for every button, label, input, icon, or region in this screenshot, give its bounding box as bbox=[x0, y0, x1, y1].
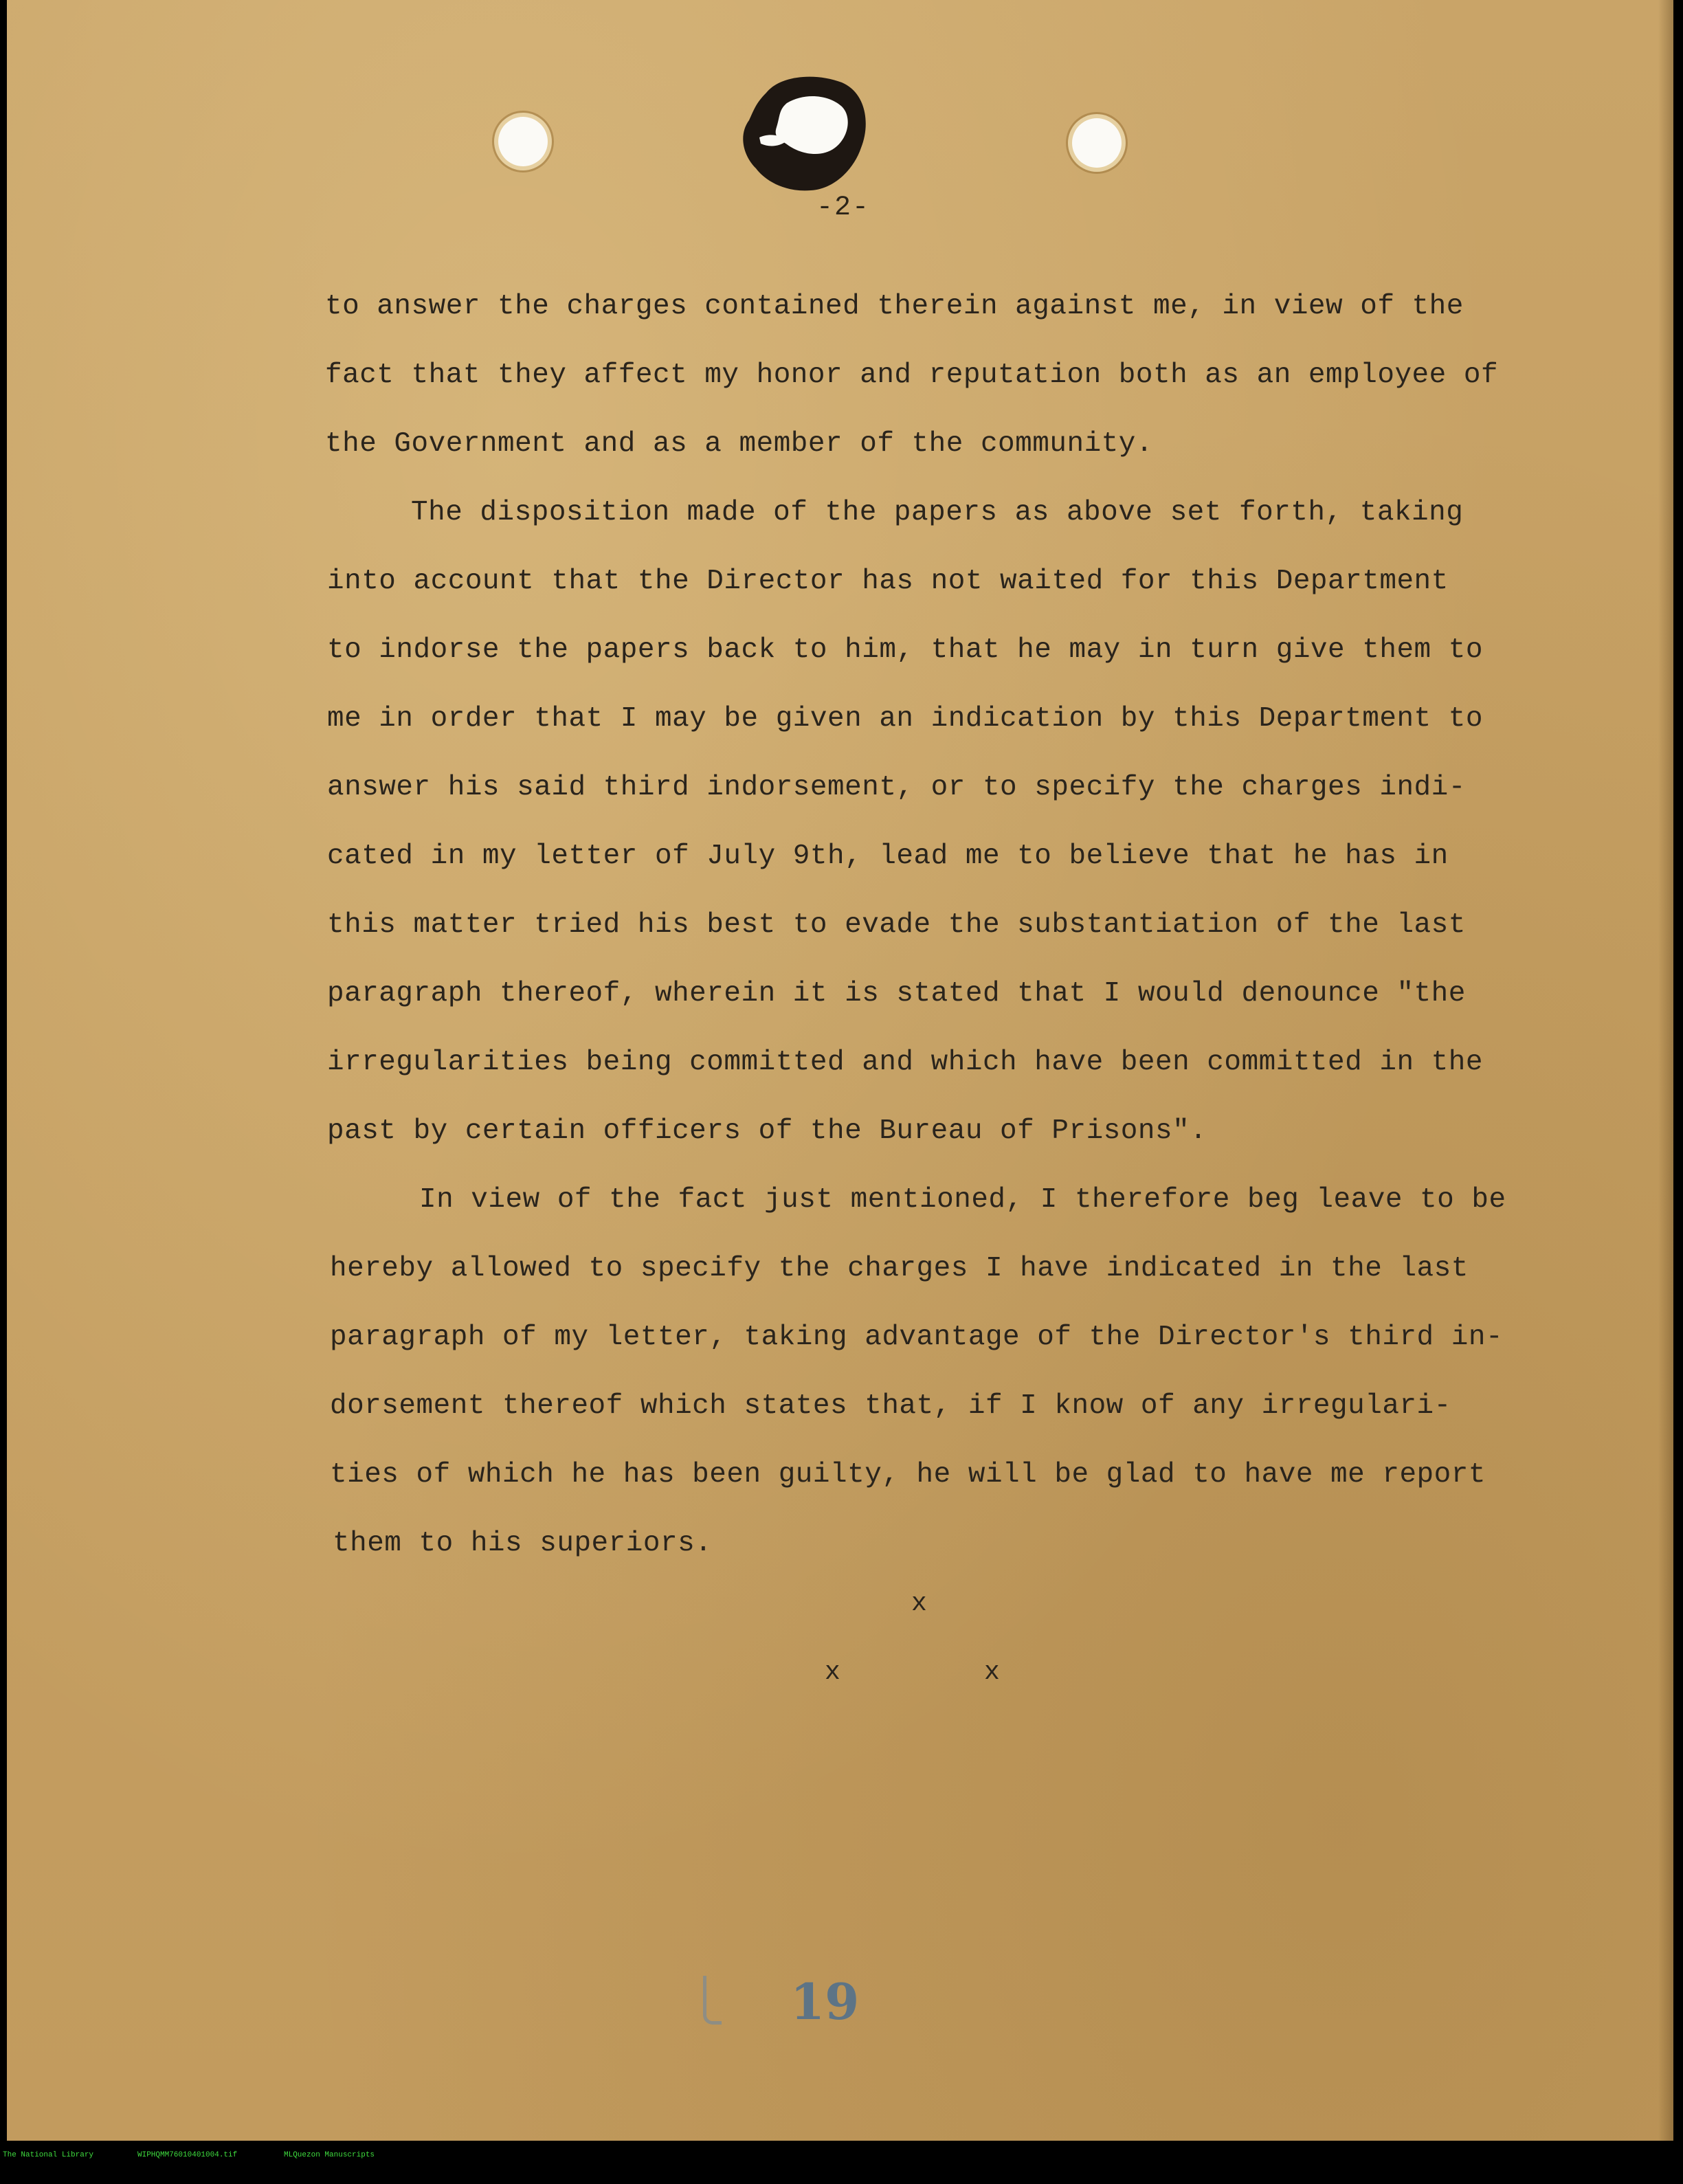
body-line: this matter tried his best to evade the substantiation of the last bbox=[327, 909, 1466, 941]
footer-library: The National Library bbox=[3, 2151, 94, 2159]
body-line: paragraph thereof, wherein it is stated that I would denounce "the bbox=[327, 978, 1466, 1010]
body-line: paragraph of my letter, taking advantage of the Director's third in- bbox=[330, 1322, 1504, 1353]
left-punch-hole bbox=[498, 117, 548, 166]
body-line: The disposition made of the papers as above set forth, taking bbox=[411, 497, 1464, 528]
body-line: ties of which he has been guilty, he will be glad to have me report bbox=[330, 1459, 1486, 1491]
stamp-number: 19 bbox=[790, 1972, 860, 2031]
separator-mark: x bbox=[911, 1589, 927, 1618]
separator-mark: x bbox=[984, 1658, 1000, 1687]
body-line: past by certain officers of the Bureau of Prisons". bbox=[327, 1115, 1207, 1147]
separator-mark: x bbox=[825, 1658, 840, 1687]
scan-footer bbox=[0, 2151, 1683, 2159]
body-line: into account that the Director has not waited for this Department bbox=[327, 566, 1449, 597]
paper-sheet bbox=[7, 0, 1673, 2141]
body-line: to answer the charges contained therein against me, in view of the bbox=[325, 291, 1464, 322]
body-line: the Government and as a member of the community. bbox=[325, 428, 1153, 460]
body-line: fact that they affect my honor and reputation both as an employee of bbox=[325, 359, 1499, 391]
footer-collection: MLQuezon Manuscripts bbox=[284, 2151, 375, 2159]
burn-hole bbox=[739, 72, 869, 196]
footer-file: WIPHQMM76010401004.tif bbox=[137, 2151, 238, 2159]
body-line: to indorse the papers back to him, that he may in turn give them to bbox=[327, 634, 1483, 666]
body-line: me in order that I may be given an indication by this Department to bbox=[327, 703, 1483, 735]
body-line: hereby allowed to specify the charges I have indicated in the last bbox=[330, 1253, 1469, 1284]
stamp-hook-mark bbox=[703, 1976, 722, 2025]
body-line: irregularities being committed and which have been committed in the bbox=[327, 1047, 1483, 1078]
page-number: -2- bbox=[816, 192, 871, 223]
body-line: them to his superiors. bbox=[333, 1528, 713, 1559]
body-line: answer his said third indorsement, or to specify the charges indi- bbox=[327, 772, 1466, 803]
body-line: dorsement thereof which states that, if I know of any irregulari- bbox=[330, 1390, 1451, 1422]
body-line: In view of the fact just mentioned, I therefore beg leave to be bbox=[419, 1184, 1506, 1216]
paper-edge-shadow bbox=[1658, 0, 1673, 2141]
body-line: cated in my letter of July 9th, lead me to believe that he has in bbox=[327, 840, 1449, 872]
right-punch-hole bbox=[1072, 118, 1122, 168]
